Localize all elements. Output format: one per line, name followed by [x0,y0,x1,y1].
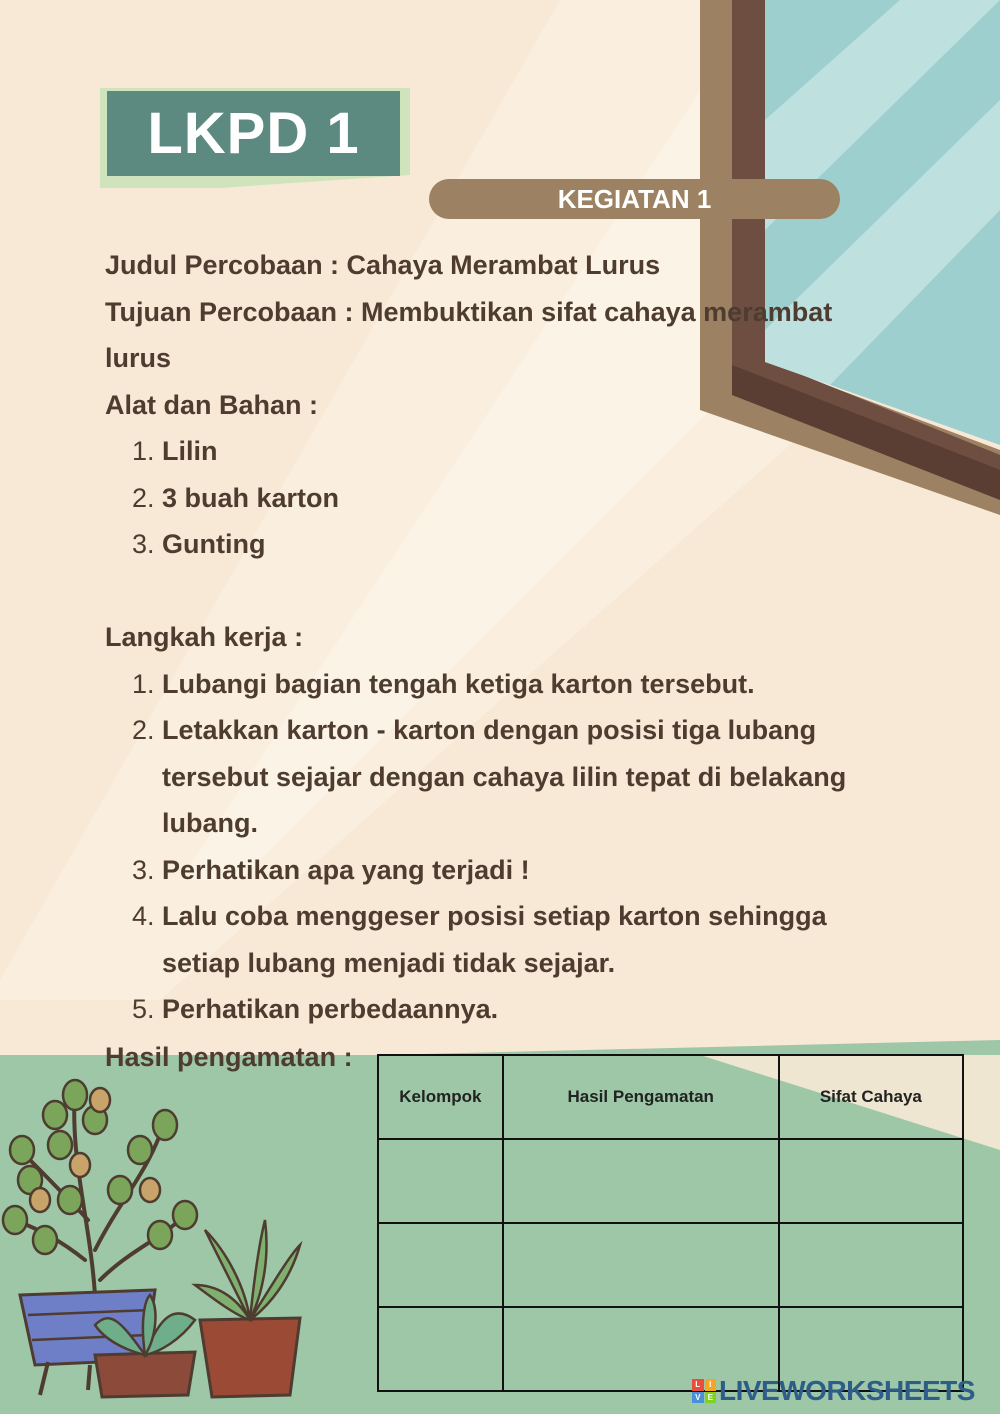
table-row [378,1139,963,1223]
experiment-title: Judul Percobaan : Cahaya Merambat Lurus [105,250,661,280]
header-hasil-pengamatan: Hasil Pengamatan [503,1055,779,1139]
list-item: 4. Lalu coba menggeser posisi setiap karton sehingga setiap lubang menjadi tidak sejajar. [132,901,827,978]
liveworksheets-logo [692,1374,975,1408]
table-cell[interactable] [378,1307,503,1391]
list-item: 1. Lilin [132,436,218,466]
results-label: Hasil pengamatan : [105,1042,353,1072]
table-row [378,1223,963,1307]
materials-label: Alat dan Bahan : [105,389,319,420]
list-item: 2. 3 buah karton [132,482,340,513]
table-cell[interactable] [378,1139,503,1223]
list-item: 3. Perhatikan apa yang terjadi ! [132,854,530,885]
page-title: LKPD 1 [107,91,400,176]
table-cell[interactable] [378,1223,503,1307]
observation-table [377,1054,964,1392]
liveworksheets-mark-icon: L I V E [692,1379,716,1403]
list-item: 5. Perhatikan perbedaannya. [132,994,499,1024]
header-sifat-cahaya: Sifat Cahaya [779,1055,963,1139]
steps-list [105,661,905,1033]
table-cell[interactable] [503,1223,779,1307]
table-cell[interactable] [779,1139,963,1223]
experiment-content [105,242,905,1033]
header-kelompok: Kelompok [378,1055,503,1139]
activity-label: KEGIATAN 1 [429,179,840,219]
list-item: 2. Letakkan karton - karton dengan posisi tiga lubang tersebut sejajar dengan cahaya lilin tepat di belakang lubang. [132,715,847,838]
brand-name: LIVEWORKSHEETS [719,1375,975,1406]
list-item: 3. Gunting [132,529,266,559]
steps-label: Langkah kerja : [105,622,304,652]
experiment-goal: Tujuan Percobaan : Membuktikan sifat cahaya merambat lurus [105,296,833,373]
table-cell[interactable] [503,1139,779,1223]
table-cell[interactable] [779,1223,963,1307]
list-item: 1. Lubangi bagian tengah ketiga karton tersebut. [132,668,755,699]
materials-list [105,428,905,568]
table-header-row [378,1055,963,1139]
